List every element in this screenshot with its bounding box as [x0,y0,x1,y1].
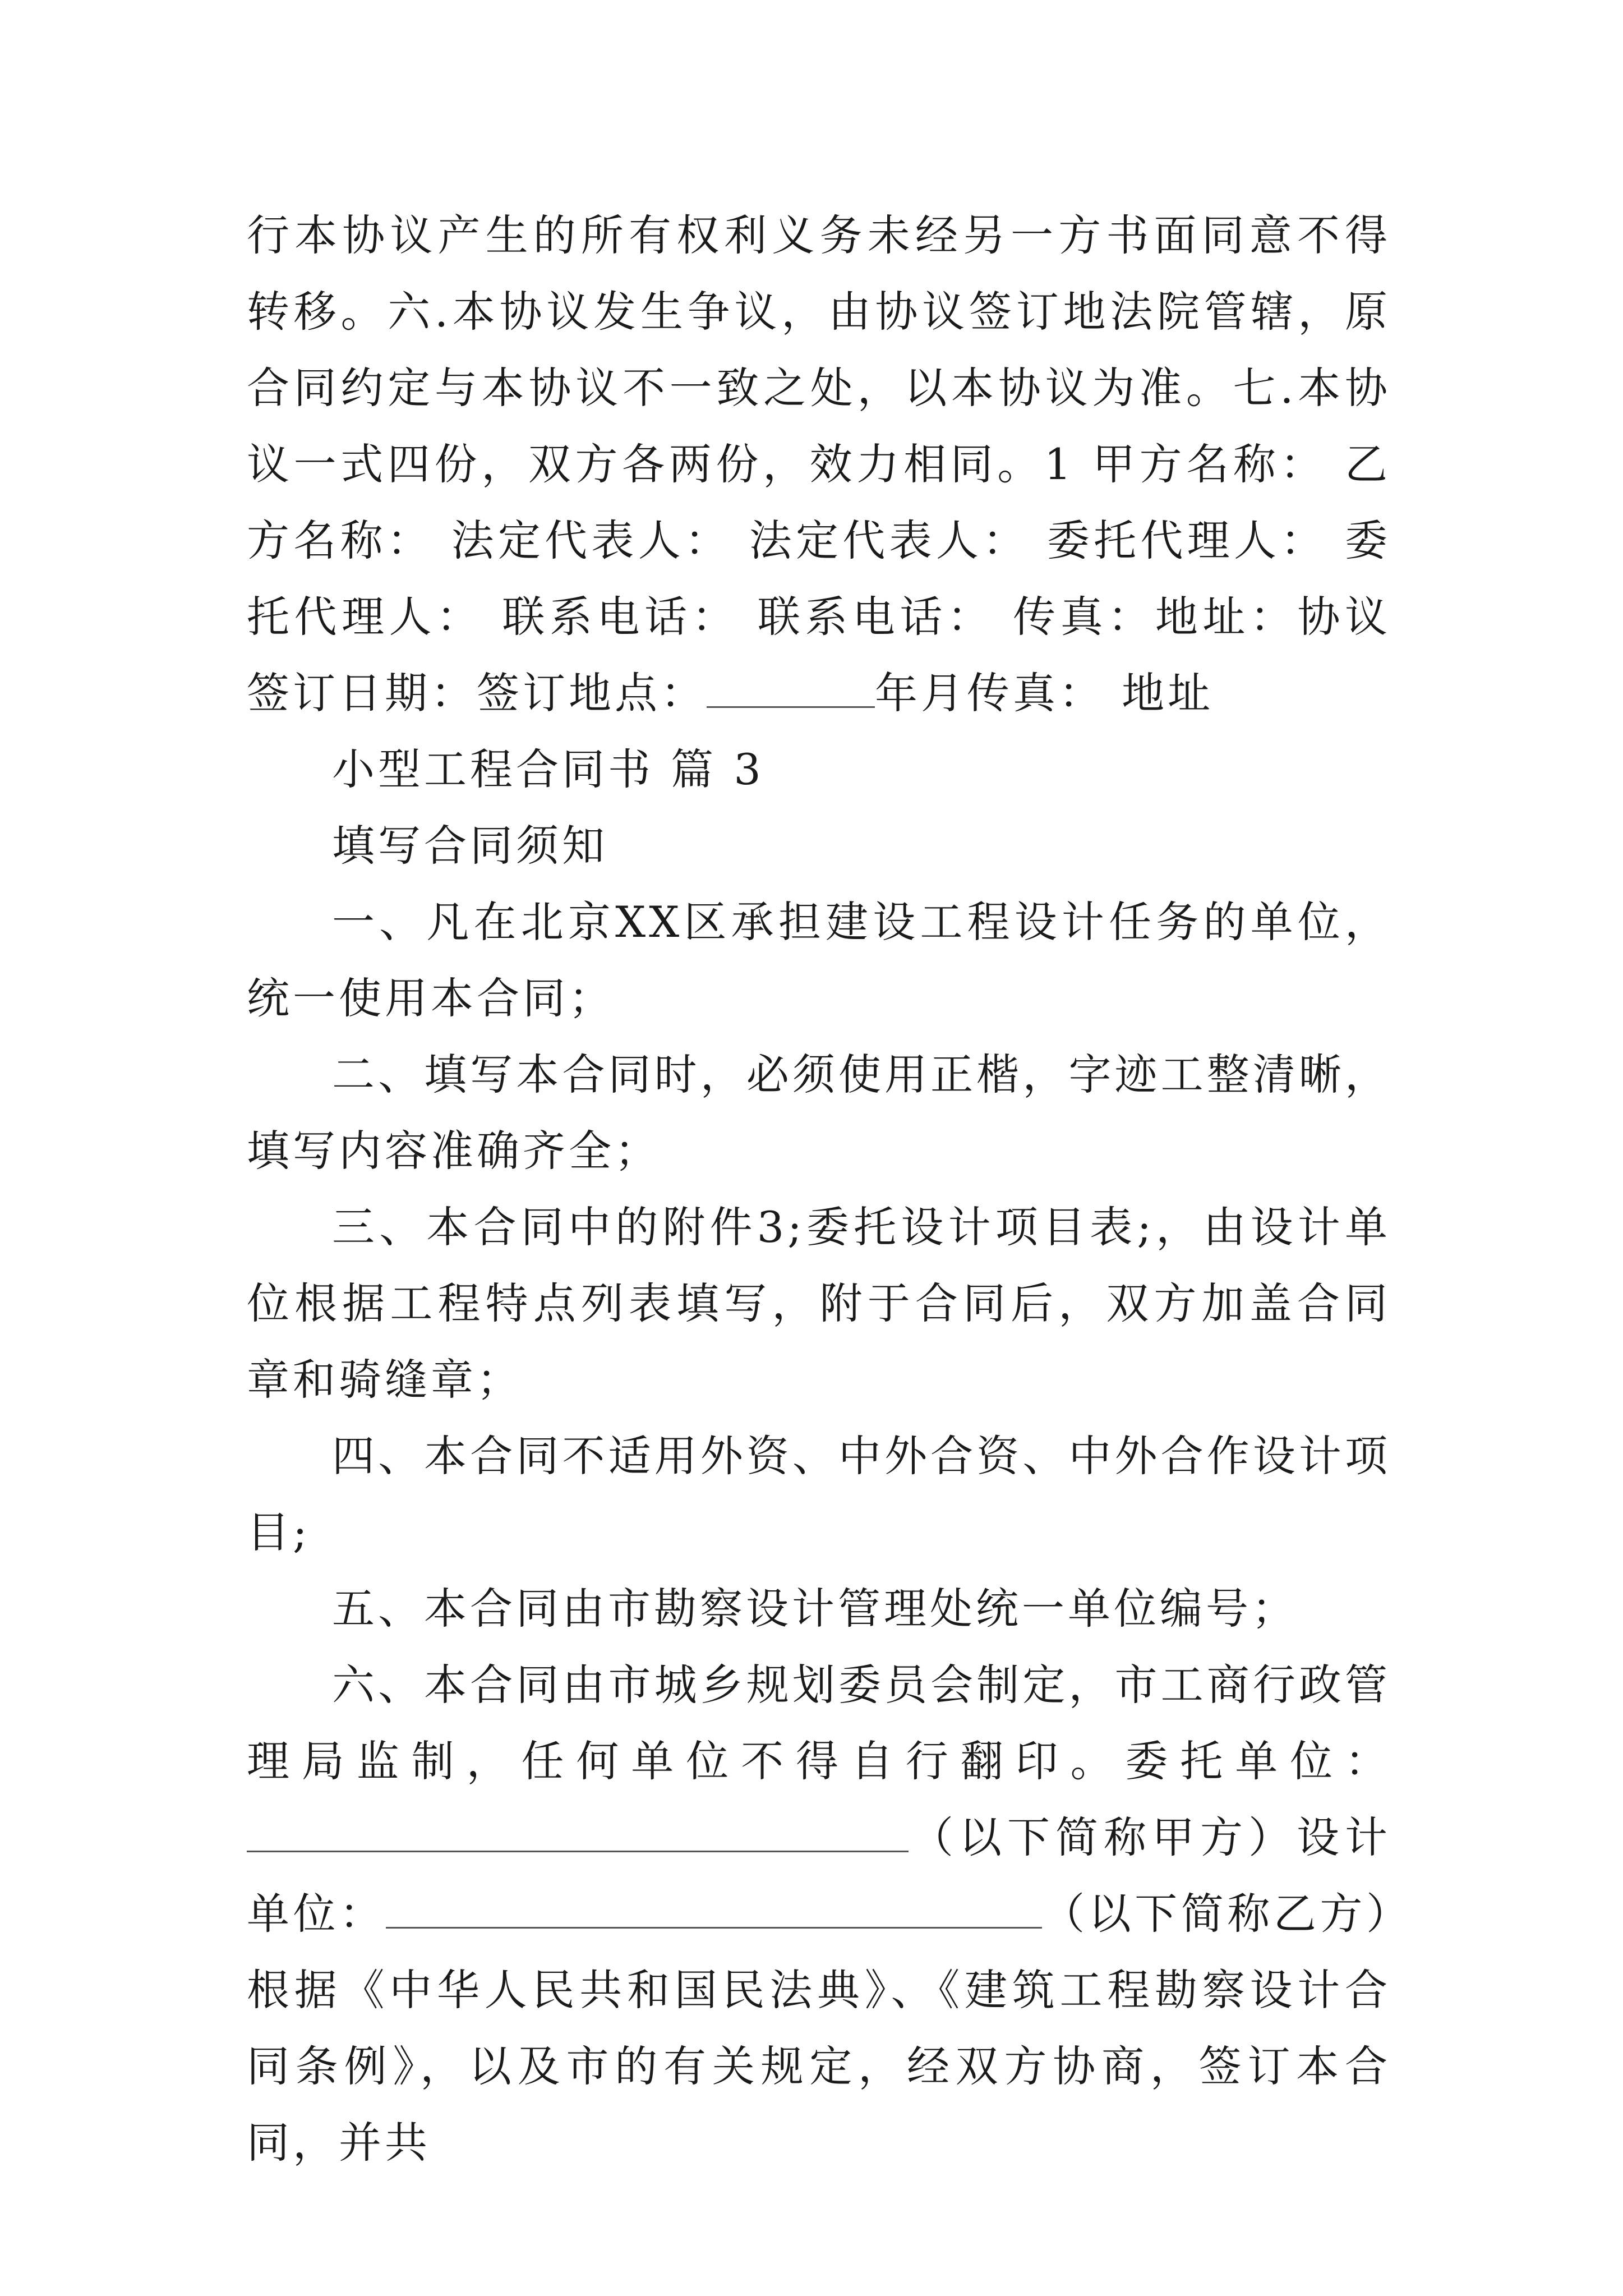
party-b-suffix: （以下简称乙方）根据《中华人民共和国民法典》、《建筑工程勘察设计合同条例》，以及市的有关规定，经双方协商，签订本合同，并共 [247,1889,1391,2168]
notice-item-1: 一、凡在北京XX区承担建设工程设计任务的单位，统一使用本合同； [247,897,1391,1023]
notice-item-6 [247,1647,1391,2181]
item6-text: 六、本合同由市城乡规划委员会制定，市工商行政管理局监制，任何单位不得自行翻印。委托单位： [247,1660,1391,1786]
notice-heading: 填写合同须知 [332,821,608,871]
carryover-text: 行本协议产生的所有权利义务未经另一方书面同意不得转移。六.本协议发生争议，由协议签订地法院管辖，原合同约定与本协议不一致之处，以本协议为准。七.本协议一式四份，双方各两份，效力相同。1 甲方名称： 乙方名称： 法定代表人： 法定代表人： 委托代理人： 委托代理人： 联系电话： 联系电话： 传真：地址：协议签订日期：签订地点： [247,210,1391,718]
notice-item-3: 三、本合同中的附件3;委托设计项目表;，由设计单位根据工程特点列表填写，附于合同后，双方加盖合同章和骑缝章； [247,1202,1391,1405]
client-unit-blank [247,1811,909,1852]
notice-item-4: 四、本合同不适用外资、中外合资、中外合作设计项目; [247,1431,1391,1557]
carryover-tail: 年月传真： 地址 [875,668,1214,718]
party-a-suffix: （以下简称甲方）设计单位： [247,1812,1391,1939]
document-body [247,197,1391,2181]
signing-place-blank [707,667,875,708]
notice-item-5: 五、本合同由市勘察设计管理处统一单位编号； [332,1584,1298,1634]
notice-item-2: 二、填写本合同时，必须使用正楷，字迹工整清晰，填写内容准确齐全； [247,1050,1391,1176]
design-unit-blank [386,1888,1042,1929]
carryover-paragraph [247,197,1391,731]
section-heading: 小型工程合同书 篇 3 [332,744,764,794]
